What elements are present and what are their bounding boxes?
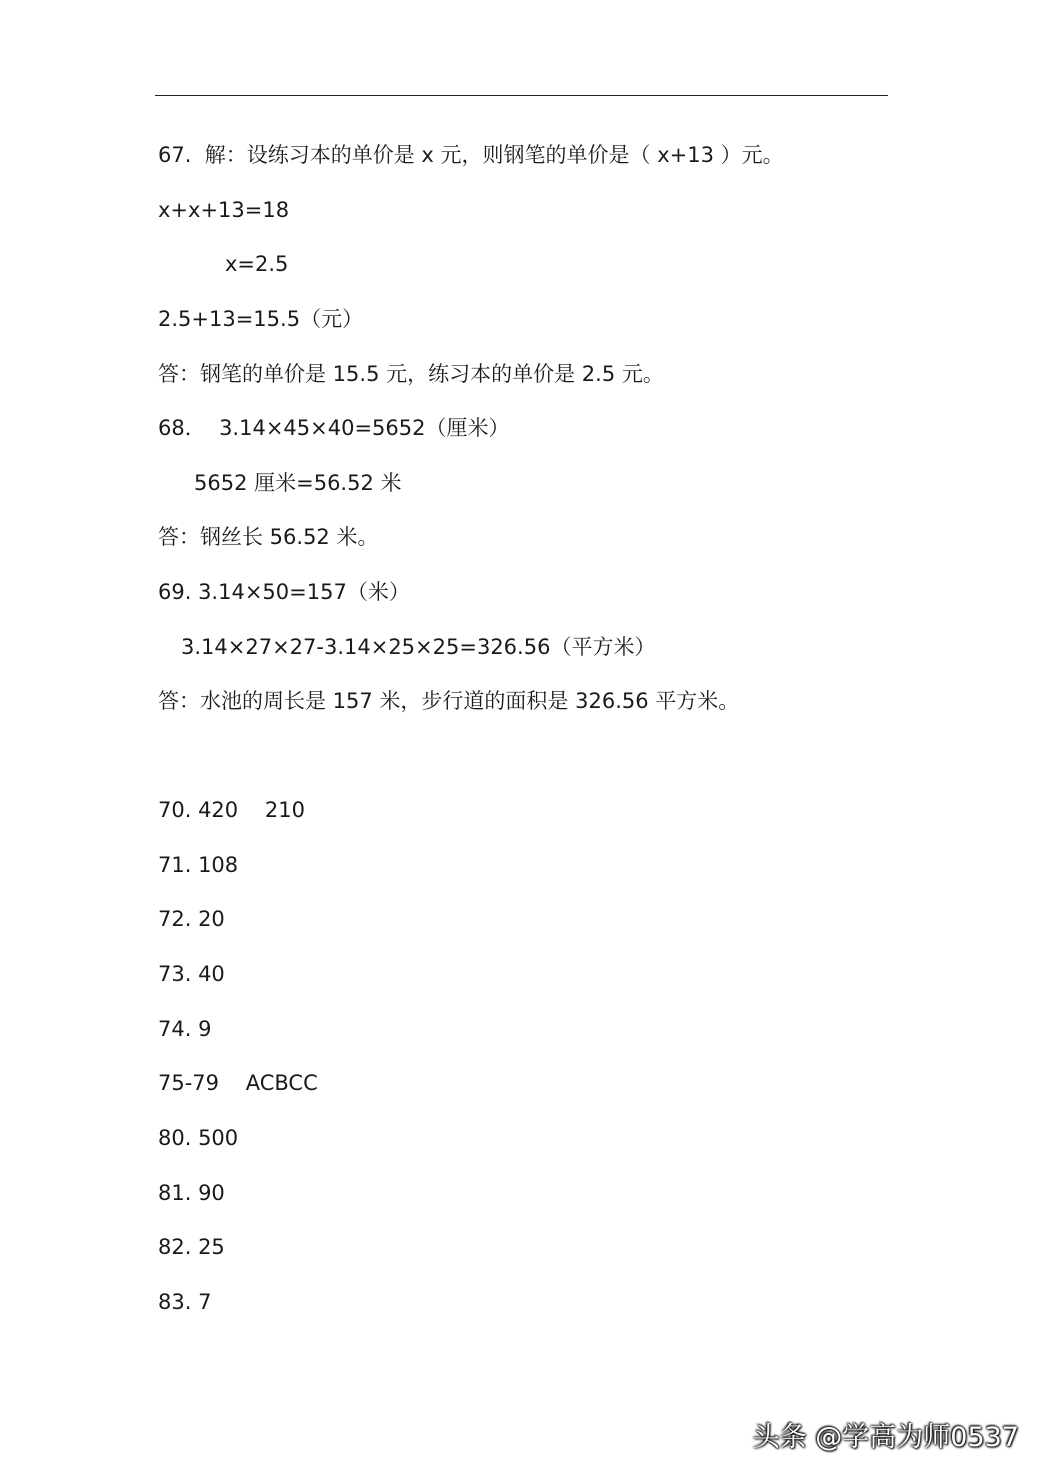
answer-item: 70. 420 210	[158, 798, 305, 822]
q68-conversion: 5652 厘米=56.52 米	[194, 471, 402, 495]
q68-calc: 68． 3.14×45×40=5652（厘米）	[158, 416, 510, 440]
q67-equation-3: 2.5+13=15.5（元）	[158, 307, 364, 331]
q67-equation-1: x+x+13=18	[158, 198, 290, 222]
q67-answer: 答：钢笔的单价是 15.5 元，练习本的单价是 2.5 元。	[158, 362, 664, 386]
q67-intro: 67. 解：设练习本的单价是 x 元，则钢笔的单价是（ x+13 ）元。	[158, 143, 784, 167]
answer-item: 81. 90	[158, 1181, 225, 1205]
answer-item: 73. 40	[158, 962, 225, 986]
q69-calc: 69. 3.14×50=157（米）	[158, 580, 410, 604]
answer-item: 80. 500	[158, 1126, 239, 1150]
watermark: 头条 @学高为师0537	[752, 1422, 1019, 1453]
q69-calc-2: 3.14×27×27-3.14×25×25=326.56（平方米）	[181, 635, 656, 659]
header-rule	[155, 95, 888, 96]
answer-item: 71. 108	[158, 853, 239, 877]
q67-equation-2: x=2.5	[225, 252, 289, 276]
answer-item: 75-79 ACBCC	[158, 1071, 318, 1095]
answer-item: 82. 25	[158, 1235, 225, 1259]
answer-item: 83. 7	[158, 1290, 212, 1314]
q68-answer: 答：钢丝长 56.52 米。	[158, 525, 379, 549]
answer-item: 74. 9	[158, 1017, 212, 1041]
q69-answer: 答：水池的周长是 157 米，步行道的面积是 326.56 平方米。	[158, 689, 740, 713]
answer-item: 72. 20	[158, 907, 225, 931]
